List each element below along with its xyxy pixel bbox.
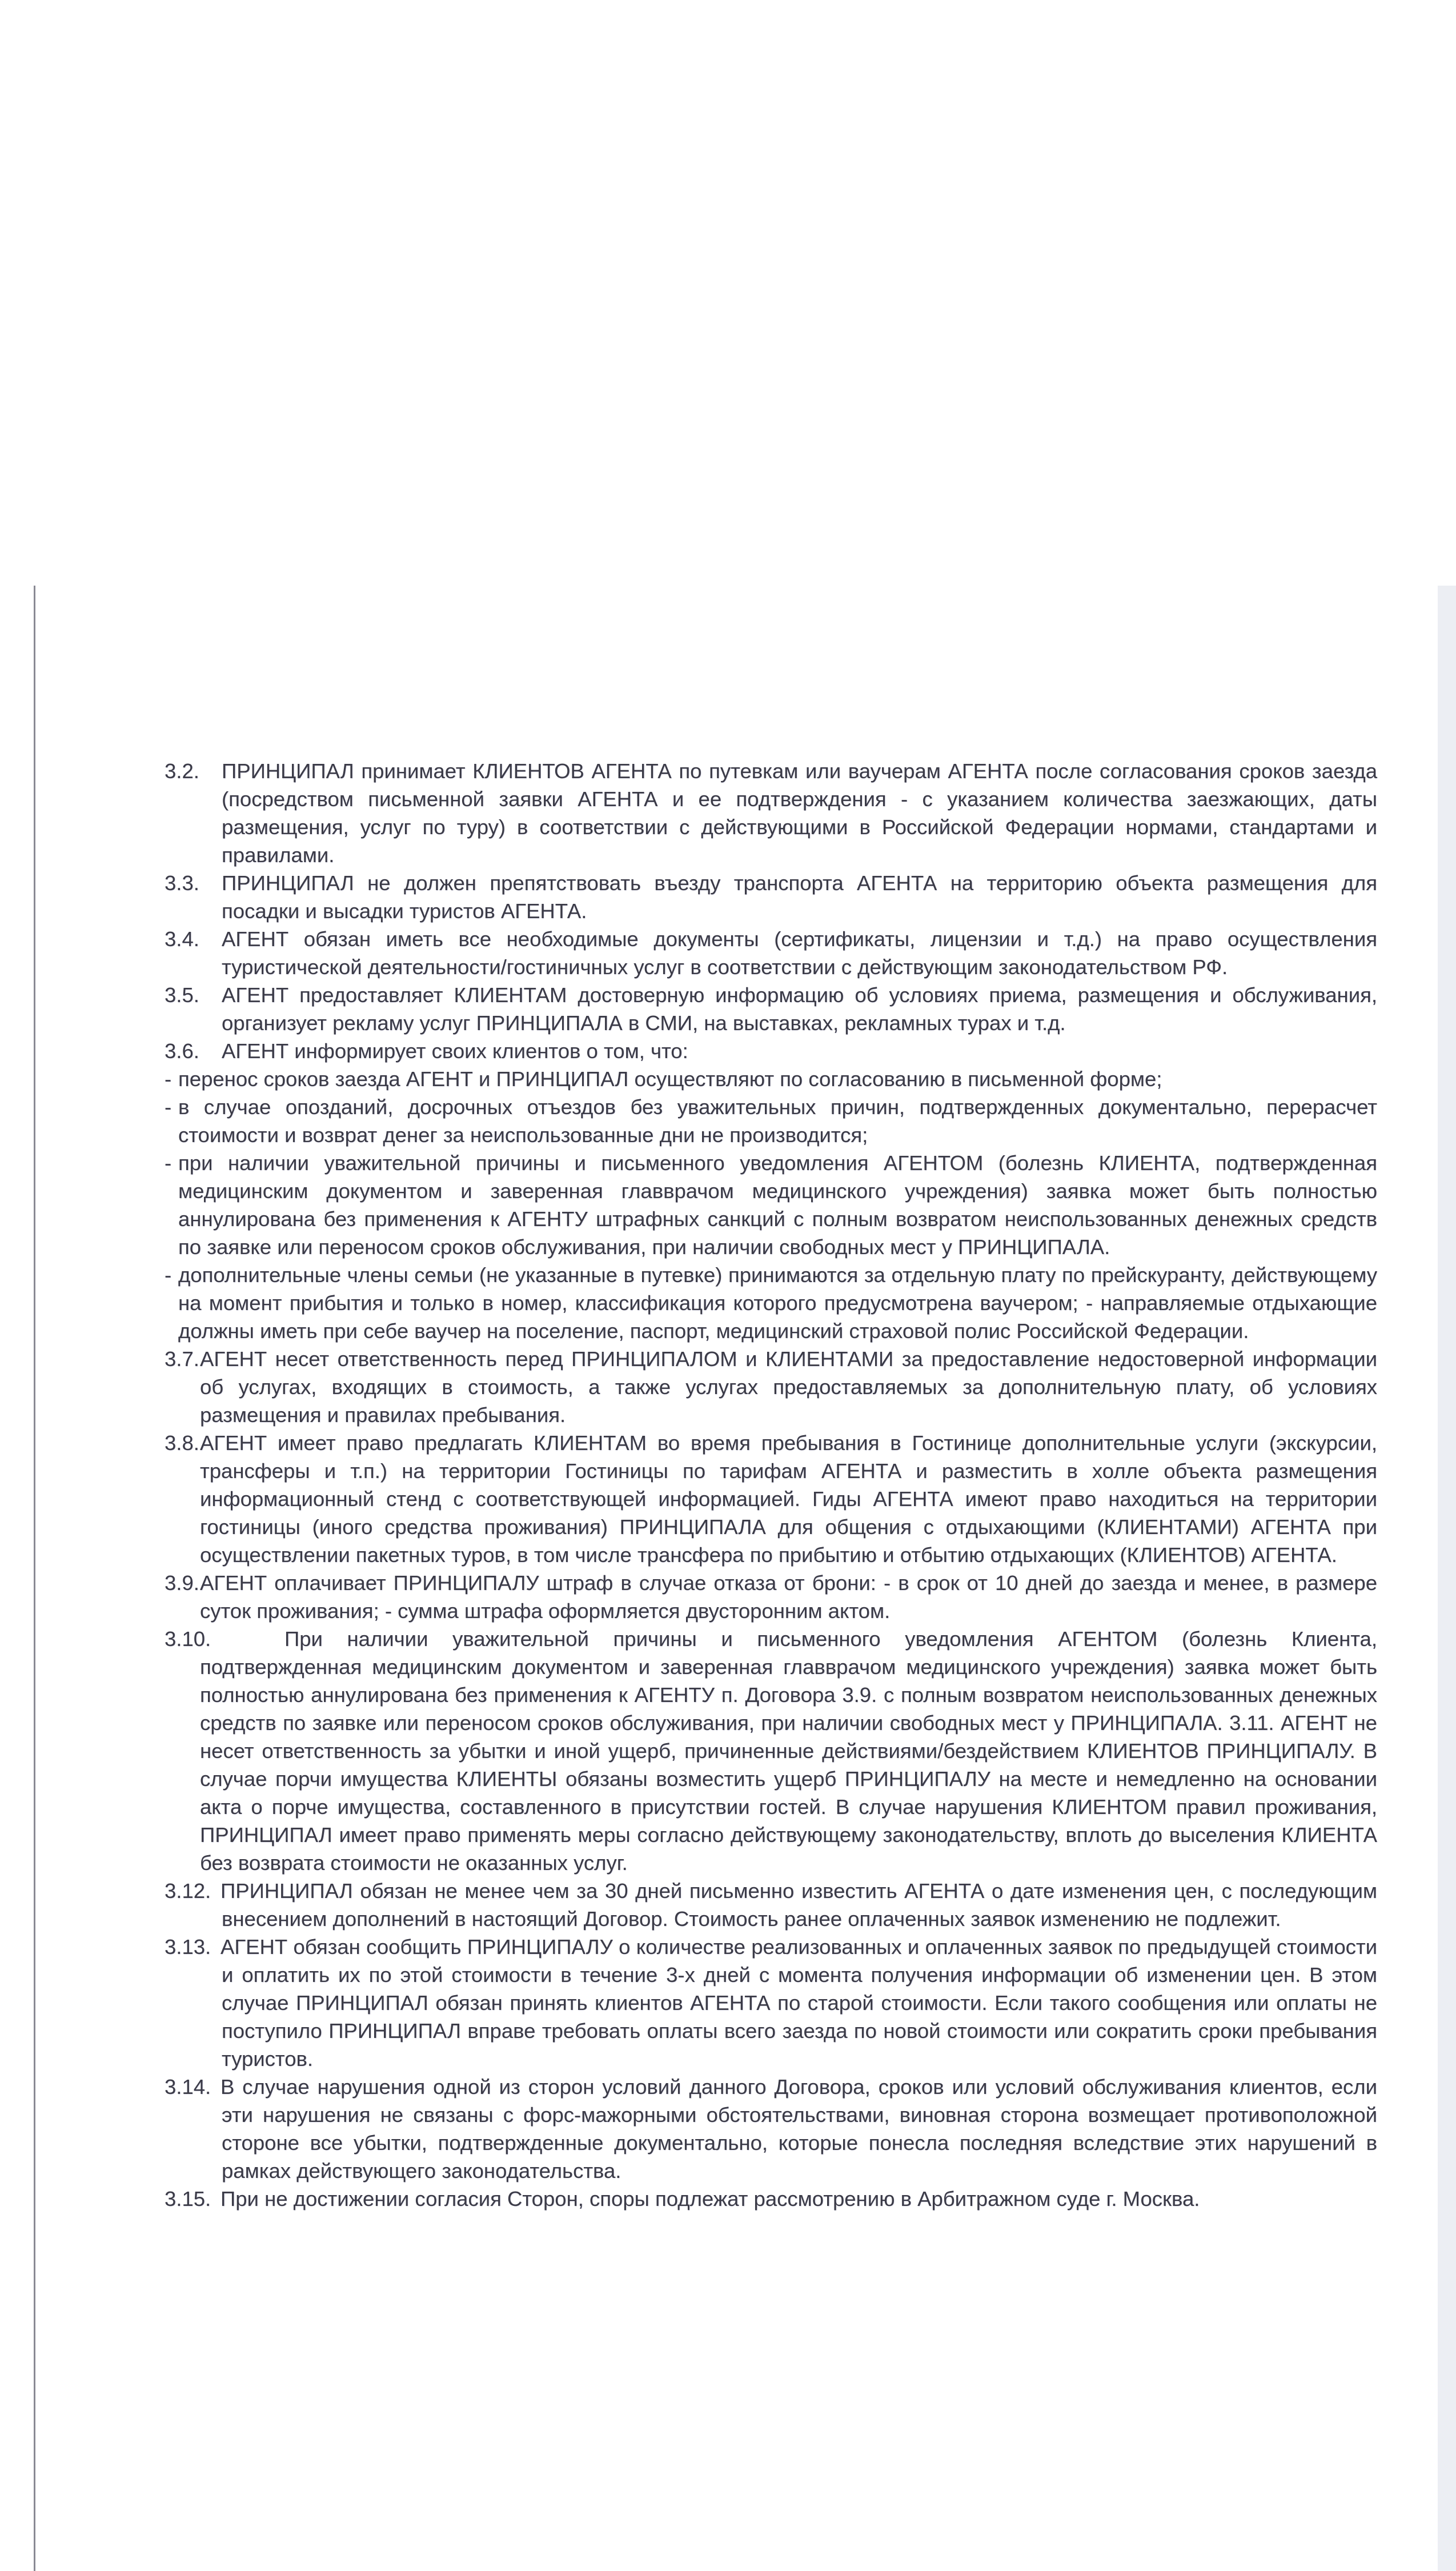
clause-3-10	[165, 1625, 1377, 1877]
clause-text: При наличии уважительной причины и письменного уведомления АГЕНТОМ (болезнь Клиента, подтвержденная медицинским документом и заверенная главврачом медицинского учреждения) заявка может быть полностью аннулирована без применения к АГЕНТУ п. Договора 3.9. с полным возвратом неиспользованных денежных средств по заявке или переносом сроков обслуживания, при наличии свободных мест у ПРИНЦИПАЛА. 3.11. АГЕНТ не несет ответственность за убытки и иной ущерб, причиненные действиями/бездействием КЛИЕНТОВ ПРИНЦИПАЛУ. В случае порчи имущества КЛИЕНТЫ обязаны возместить ущерб ПРИНЦИПАЛУ на месте и немедленно на основании акта о порче имущества, составленного в присутствии гостей. В случае нарушения КЛИЕНТОМ правил проживания, ПРИНЦИПАЛ имеет право применять меры согласно действующему законодательству, вплоть до выселения КЛИЕНТА без возврата стоимости не оказанных услуг.	[200, 1627, 1377, 1875]
clause-text: АГЕНТ обязан сообщить ПРИНЦИПАЛУ о количестве реализованных и оплаченных заявок по предыдущей стоимости и оплатить их по этой стоимости в течение 3-х дней с момента получения информации об изменении цен. В этом случае ПРИНЦИПАЛ обязан принять клиентов АГЕНТА по старой стоимости. Если такого сообщения или оплаты не поступило ПРИНЦИПАЛ вправе требовать оплаты всего заезда по новой стоимости или сократить сроки пребывания туристов.	[220, 1935, 1377, 2071]
clause-number: 3.13.	[165, 1935, 211, 1959]
clause-3-13	[165, 1933, 1377, 2073]
dash-bullet: -	[165, 1263, 172, 1287]
clause-text: ПРИНЦИПАЛ обязан не менее чем за 30 дней письменно известить АГЕНТА о дате изменения цен, с последующим внесением дополнений в настоящий Договор. Стоимость ранее оплаченных заявок изменению не подлежит.	[220, 1879, 1377, 1931]
bullet-text: перенос сроков заезда АГЕНТ и ПРИНЦИПАЛ осуществляют по согласованию в письменной форме;	[178, 1067, 1162, 1091]
clause-number: 3.4.	[165, 927, 199, 951]
clause-number: 3.3.	[165, 871, 199, 895]
clause-number: 3.7.	[165, 1347, 199, 1371]
clause-text: АГЕНТ оплачивает ПРИНЦИПАЛУ штраф в случае отказа от брони: - в срок от 10 дней до заезда и менее, в размере суток проживания; - сумма штрафа оформляется двусторонним актом.	[200, 1571, 1377, 1623]
clause-3-6	[165, 1037, 1377, 1065]
dash-bullet: -	[165, 1067, 172, 1091]
clause-text: При не достижении согласия Сторон, споры подлежат рассмотрению в Арбитражном суде г. Москва.	[220, 2187, 1200, 2210]
clause-number: 3.14.	[165, 2075, 211, 2099]
clause-3-15	[165, 2185, 1377, 2213]
clause-number: 3.9.	[165, 1571, 199, 1595]
clause-3-5	[165, 981, 1377, 1037]
clause-3-8	[165, 1429, 1377, 1569]
clause-number: 3.5.	[165, 983, 199, 1007]
dash-bullet: -	[165, 1095, 172, 1119]
clause-3-3	[165, 869, 1377, 925]
clause-number: 3.12.	[165, 1879, 211, 1903]
clause-3-14	[165, 2073, 1377, 2185]
clause-text: АГЕНТ обязан иметь все необходимые документы (сертификаты, лицензии и т.д.) на право осуществления туристической деятельности/гостиничных услуг в соответствии с действующим законодательством РФ.	[222, 927, 1377, 979]
bullet-text: в случае опозданий, досрочных отъездов без уважительных причин, подтвержденных документально, перерасчет стоимости и возврат денег за неиспользованные дни не производится;	[178, 1095, 1377, 1147]
dash-bullet: -	[165, 1151, 172, 1175]
clause-text: АГЕНТ предоставляет КЛИЕНТАМ достоверную информацию об условиях приема, размещения и обслуживания, организует рекламу услуг ПРИНЦИПАЛА в СМИ, на выставках, рекламных турах и т.д.	[222, 983, 1377, 1035]
contract-section-3	[165, 757, 1377, 2213]
clause-text: В случае нарушения одной из сторон условий данного Договора, сроков или условий обслуживания клиентов, если эти нарушения не связаны с форс-мажорными обстоятельствами, виновная сторона возмещает противоположной стороне все убытки, подтвержденные документально, которые понесла последняя вследствие этих нарушений в рамках действующего законодательства.	[220, 2075, 1377, 2182]
page-left-edge-line	[34, 586, 35, 2571]
clause-text: ПРИНЦИПАЛ не должен препятствовать въезду транспорта АГЕНТА на территорию объекта размещения для посадки и высадки туристов АГЕНТА.	[222, 871, 1377, 923]
scanned-page	[0, 586, 1456, 2571]
clause-3-4	[165, 925, 1377, 981]
bullet-item	[165, 1065, 1377, 1093]
clause-number: 3.10.	[165, 1627, 211, 1651]
clause-text: АГЕНТ несет ответственность перед ПРИНЦИПАЛОМ и КЛИЕНТАМИ за предоставление недостоверной информации об услугах, входящих в стоимость, а также услугах предоставляемых за дополнительную плату, об условиях размещения и правилах пребывания.	[200, 1347, 1377, 1427]
clause-number: 3.8.	[165, 1431, 199, 1455]
clause-text: АГЕНТ информирует своих клиентов о том, что:	[222, 1039, 688, 1063]
clause-number: 3.15.	[165, 2187, 211, 2210]
page-right-shadow-strip	[1438, 586, 1456, 2571]
clause-number: 3.6.	[165, 1039, 199, 1063]
bullet-item	[165, 1261, 1377, 1345]
bullet-text: дополнительные члены семьи (не указанные в путевке) принимаются за отдельную плату по прейскуранту, действующему на момент прибытия и только в номер, классификация которого предусмотрена ваучером; - направляемые отдыхающие должны иметь при себе ваучер на поселение, паспорт, медицинский страховой полис Российской Федерации.	[178, 1263, 1377, 1343]
bullet-item	[165, 1149, 1377, 1261]
clause-number: 3.2.	[165, 759, 199, 783]
clause-text: ПРИНЦИПАЛ принимает КЛИЕНТОВ АГЕНТА по путевкам или ваучерам АГЕНТА после согласования сроков заезда (посредством письменной заявки АГЕНТА и ее подтверждения - с указанием количества заезжающих, даты размещения, услуг по туру) в соответствии с действующими в Российской Федерации нормами, стандартами и правилами.	[222, 759, 1377, 867]
bullet-item	[165, 1093, 1377, 1149]
clause-3-7	[165, 1345, 1377, 1429]
clause-text: АГЕНТ имеет право предлагать КЛИЕНТАМ во время пребывания в Гостинице дополнительные услуги (экскурсии, трансферы и т.п.) на территории Гостиницы по тарифам АГЕНТА и разместить в холле объекта размещения информационный стенд с соответствующей информацией. Гиды АГЕНТА имеют право находиться на территории гостиницы (иного средства проживания) ПРИНЦИПАЛА для общения с отдыхающими (КЛИЕНТАМИ) АГЕНТА при осуществлении пакетных туров, в том числе трансфера по прибытию и отбытию отдыхающих (КЛИЕНТОВ) АГЕНТА.	[200, 1431, 1377, 1567]
bullet-text: при наличии уважительной причины и письменного уведомления АГЕНТОМ (болезнь КЛИЕНТА, подтвержденная медицинским документом и заверенная главврачом медицинского учреждения) заявка может быть полностью аннулирована без применения к АГЕНТУ штрафных санкций с полным возвратом неиспользованных денежных средств по заявке или переносом сроков обслуживания, при наличии свободных мест у ПРИНЦИПАЛА.	[178, 1151, 1377, 1259]
clause-3-2	[165, 757, 1377, 869]
clause-3-12	[165, 1877, 1377, 1933]
clause-3-9	[165, 1569, 1377, 1625]
